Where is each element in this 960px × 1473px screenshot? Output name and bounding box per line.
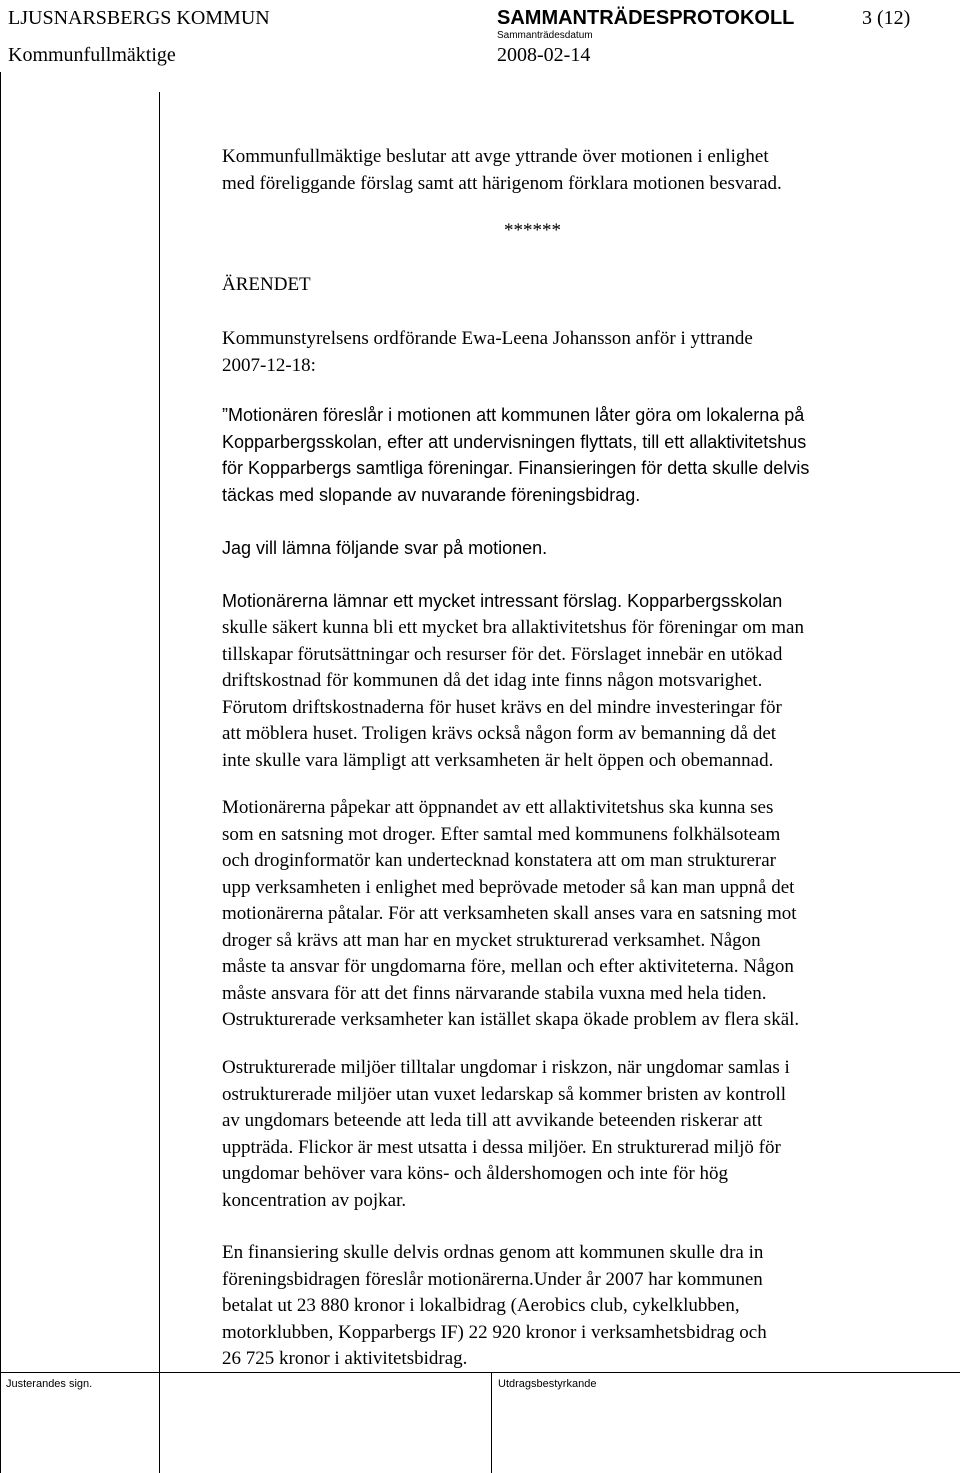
separator: ******: [504, 220, 561, 241]
decision-text: Kommunfullmäktige beslutar att avge yttrande över motionen i enlighet med föreliggande förslag samt att härigenom förklara motionen besvarad.: [222, 146, 782, 194]
signature-label: Justerandes sign.: [6, 1378, 93, 1390]
quote-line: Motionärerna lämnar ett mycket intressant förslag. Kopparbergsskolan: [222, 591, 783, 611]
footer-divider: [491, 1372, 492, 1473]
paragraph: Motionärerna påpekar att öppnandet av ett allaktivitetshus ska kunna ses som en satsning mot droger. Efter samtal med kommunens folkhälsoteam och droginformatör kan undertecknad konstatera att om man strukturerar upp verksamheten i enlighet med beprövade metoder så kan man uppnå det motionärerna påtalar. För att verksamheten skall anses vara en satsning mot droger så krävs att man har en mycket strukturerad verksamhet. Någon måste ta ansvar för ungdomarna före, mellan och efter aktiviteterna. Någon måste ansvara för att det finns närvarande stabila vuxna med hela tiden. Ostrukturerade verksamheter kan istället skapa ökade problem av flera skäl.: [222, 797, 800, 1030]
document-type: SAMMANTRÄDESPROTOKOLL: [497, 7, 795, 29]
section-heading: ÄRENDET: [222, 274, 311, 295]
paragraph: En finansiering skulle delvis ordnas genom att kommunen skulle dra in föreningsbidragen föreslår motionärerna.Under år 2007 har kommunen betalat ut 23 880 kronor i lokalbidrag (Aerobics club, cykelklubben, motorklubben, Kopparbergs IF) 22 920 kronor i verksamhetsbidrag och 26 725 kronor i aktivitetsbidrag.: [222, 1242, 767, 1369]
inner-margin-line: [159, 92, 160, 1473]
paragraph: skulle säkert kunna bli ett mycket bra allaktivitetshus för föreningar om man tillskapar förutsättningar och resurser för det. Förslaget innebär en utökad driftskostnad för kommunen då det idag inte finns någon motsvarighet. Förutom driftskostnaderna för huset krävs en del mindre investeringar för att möblera huset. Troligen krävs också någon form av bemanning då det inte skulle vara lämpligt att verksamheten är helt öppen och obemannad.: [222, 617, 804, 771]
date-label: Sammanträdesdatum: [497, 30, 593, 41]
municipality-name: LJUSNARSBERGS KOMMUN: [8, 7, 270, 29]
quote-line: Jag vill lämna följande svar på motionen.: [222, 538, 548, 558]
quote-paragraph: ”Motionären föreslår i motionen att kommunen låter göra om lokalerna på Kopparbergsskolan, efter att undervisningen flyttats, till ett allaktivitetshus för Kopparbergs samtliga föreningar. Finansieringen för detta skulle delvis täckas med slopande av nuvarande föreningsbidrag.: [222, 405, 810, 505]
extract-certification-label: Utdragsbestyrkande: [498, 1378, 597, 1390]
left-margin-line: [0, 72, 1, 1473]
meeting-date: 2008-02-14: [497, 44, 591, 66]
meeting-body: Kommunfullmäktige: [8, 44, 176, 66]
lead-paragraph: Kommunstyrelsens ordförande Ewa-Leena Johansson anför i yttrande 2007-12-18:: [222, 328, 753, 376]
page-number: 3 (12): [862, 7, 911, 29]
paragraph: Ostrukturerade miljöer tilltalar ungdomar i riskzon, när ungdomar samlas i ostrukturerade miljöer utan vuxet ledarskap så kommer bristen av kontroll av ungdomars beteende att leda till att avvikande beteenden riskerar att uppträda. Flickor är mest utsatta i dessa miljöer. En strukturerad miljö för ungdomar behöver vara köns- och åldershomogen och inte för hög koncentration av pojkar.: [222, 1057, 790, 1211]
